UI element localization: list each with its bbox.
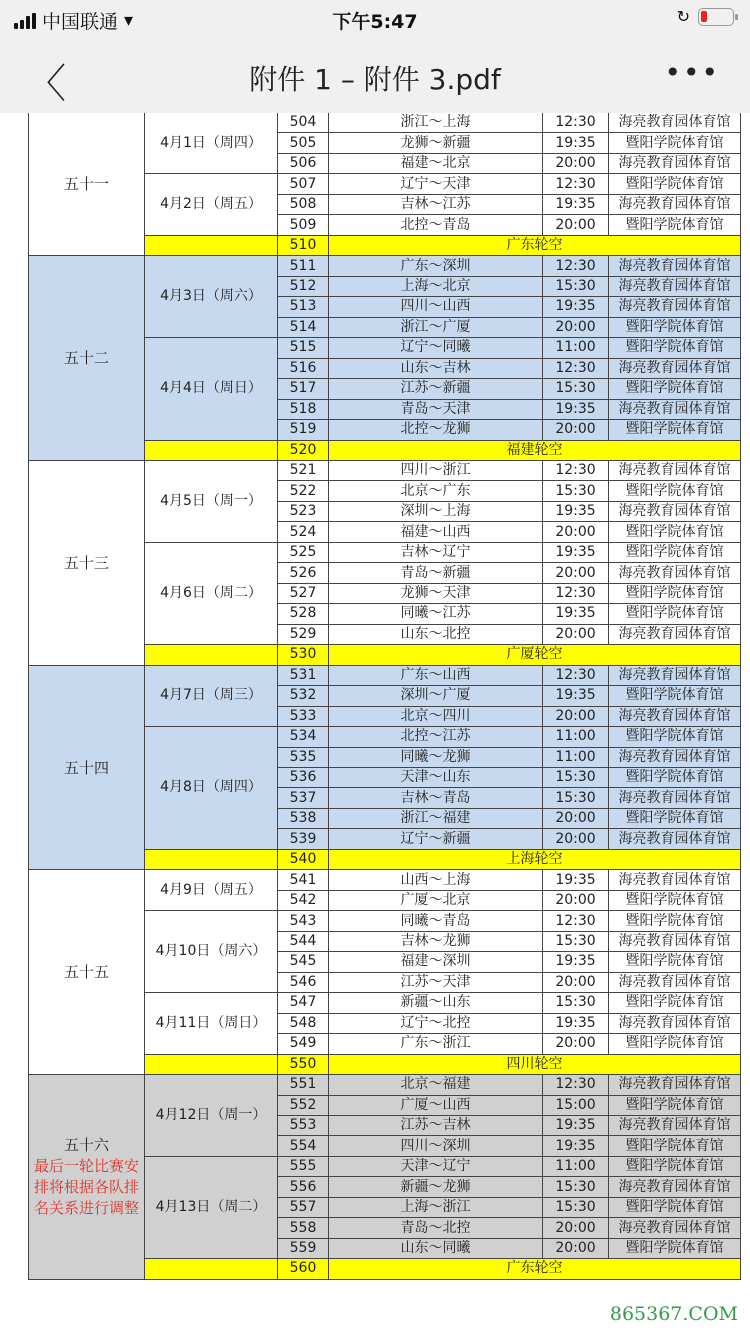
game-time: 15:30 (543, 1177, 609, 1197)
schedule-table (28, 112, 741, 1280)
game-time: 15:30 (543, 276, 609, 296)
round-label: 五十二 (63, 349, 109, 368)
game-time: 20:00 (543, 808, 609, 828)
matchup: 江苏～吉林 (329, 1115, 543, 1135)
matchup: 山东～北控 (329, 624, 543, 644)
game-number: 552 (278, 1095, 329, 1115)
date-cell: 4月7日（周三） (145, 665, 278, 726)
round-cell (29, 113, 145, 256)
matchup: 同曦～青岛 (329, 911, 543, 931)
venue: 暨阳学院体育馆 (609, 1095, 741, 1115)
bye-date-cell (145, 235, 278, 255)
matchup: 辽宁～同曦 (329, 338, 543, 358)
game-time: 20:00 (543, 215, 609, 235)
game-time: 15:30 (543, 481, 609, 501)
matchup: 四川～浙江 (329, 460, 543, 480)
game-number: 538 (278, 808, 329, 828)
matchup: 龙狮～天津 (329, 583, 543, 603)
game-time: 19:35 (543, 1136, 609, 1156)
more-options-button[interactable]: ••• (664, 56, 720, 89)
game-number: 533 (278, 706, 329, 726)
game-number: 526 (278, 563, 329, 583)
date-cell: 4月3日（周六） (145, 256, 278, 338)
document-title: 附件 1 – 附件 3.pdf (249, 63, 501, 96)
round-label: 五十六 (63, 1136, 109, 1155)
matchup: 新疆～龙狮 (329, 1177, 543, 1197)
matchup: 上海～北京 (329, 276, 543, 296)
game-time: 19:35 (543, 686, 609, 706)
matchup: 青岛～天津 (329, 399, 543, 419)
game-number: 506 (278, 153, 329, 173)
bye-team: 福建轮空 (329, 440, 741, 460)
venue: 暨阳学院体育馆 (609, 686, 741, 706)
game-time: 15:00 (543, 1095, 609, 1115)
venue: 暨阳学院体育馆 (609, 338, 741, 358)
game-time: 20:00 (543, 317, 609, 337)
round-cell (29, 256, 145, 461)
matchup: 青岛～北控 (329, 1218, 543, 1238)
game-time: 20:00 (543, 1034, 609, 1054)
date-cell: 4月8日（周四） (145, 727, 278, 850)
game-time: 11:00 (543, 747, 609, 767)
matchup: 北控～龙狮 (329, 420, 543, 440)
game-time: 15:30 (543, 768, 609, 788)
game-time: 19:35 (543, 297, 609, 317)
matchup: 广东～山西 (329, 665, 543, 685)
game-number: 513 (278, 297, 329, 317)
venue: 暨阳学院体育馆 (609, 993, 741, 1013)
game-number: 559 (278, 1238, 329, 1258)
game-time: 20:00 (543, 890, 609, 910)
bye-date-cell (145, 1054, 278, 1074)
matchup: 辽宁～天津 (329, 174, 543, 194)
game-number: 527 (278, 583, 329, 603)
game-number: 555 (278, 1156, 329, 1176)
venue: 暨阳学院体育馆 (609, 317, 741, 337)
matchup: 天津～辽宁 (329, 1156, 543, 1176)
venue: 暨阳学院体育馆 (609, 808, 741, 828)
venue: 海亮教育园体育馆 (609, 747, 741, 767)
round-note: 最后一轮比赛安排将根据各队排名关系进行调整 (33, 1157, 139, 1218)
round-cell (29, 870, 145, 1075)
matchup: 福建～山西 (329, 522, 543, 542)
round-cell (29, 665, 145, 870)
game-time: 19:35 (543, 952, 609, 972)
venue: 暨阳学院体育馆 (609, 174, 741, 194)
matchup: 北控～青岛 (329, 215, 543, 235)
venue: 暨阳学院体育馆 (609, 604, 741, 624)
date-cell: 4月12日（周一） (145, 1075, 278, 1157)
game-number: 537 (278, 788, 329, 808)
game-number: 542 (278, 890, 329, 910)
game-number: 507 (278, 174, 329, 194)
matchup: 青岛～新疆 (329, 563, 543, 583)
game-time: 19:35 (543, 133, 609, 153)
game-time: 20:00 (543, 1218, 609, 1238)
date-cell: 4月6日（周二） (145, 542, 278, 644)
game-number: 510 (278, 235, 329, 255)
venue: 暨阳学院体育馆 (609, 542, 741, 562)
game-time: 12:30 (543, 256, 609, 276)
game-number: 511 (278, 256, 329, 276)
venue: 暨阳学院体育馆 (609, 1238, 741, 1258)
venue: 海亮教育园体育馆 (609, 972, 741, 992)
venue: 海亮教育园体育馆 (609, 1177, 741, 1197)
wifi-icon: ▾ (124, 10, 134, 31)
matchup: 辽宁～北控 (329, 1013, 543, 1033)
game-time: 19:35 (543, 1013, 609, 1033)
venue: 暨阳学院体育馆 (609, 768, 741, 788)
matchup: 龙狮～新疆 (329, 133, 543, 153)
round-label: 五十三 (63, 553, 109, 572)
date-cell: 4月1日（周四） (145, 113, 278, 174)
game-number: 549 (278, 1034, 329, 1054)
venue: 海亮教育园体育馆 (609, 194, 741, 214)
round-label: 五十五 (63, 963, 109, 982)
game-time: 12:30 (543, 665, 609, 685)
round-cell (29, 1075, 145, 1280)
venue: 海亮教育园体育馆 (609, 358, 741, 378)
venue: 海亮教育园体育馆 (609, 1115, 741, 1135)
matchup: 深圳～广厦 (329, 686, 543, 706)
game-time: 19:35 (543, 194, 609, 214)
matchup: 天津～山东 (329, 768, 543, 788)
date-cell: 4月2日（周五） (145, 174, 278, 235)
game-number: 531 (278, 665, 329, 685)
venue: 暨阳学院体育馆 (609, 727, 741, 747)
game-time: 12:30 (543, 1075, 609, 1095)
game-time: 15:30 (543, 1197, 609, 1217)
game-time: 19:35 (543, 542, 609, 562)
matchup: 浙江～广厦 (329, 317, 543, 337)
game-number: 560 (278, 1259, 329, 1279)
game-time: 20:00 (543, 829, 609, 849)
game-time: 20:00 (543, 522, 609, 542)
game-number: 516 (278, 358, 329, 378)
table-row (29, 870, 741, 890)
battery-icon (698, 8, 734, 26)
game-time: 11:00 (543, 1156, 609, 1176)
matchup: 山西～上海 (329, 870, 543, 890)
matchup: 北京～广东 (329, 481, 543, 501)
game-time: 20:00 (543, 624, 609, 644)
game-time: 20:00 (543, 420, 609, 440)
venue: 海亮教育园体育馆 (609, 706, 741, 726)
game-time: 12:30 (543, 460, 609, 480)
table-row (29, 665, 741, 685)
venue: 海亮教育园体育馆 (609, 399, 741, 419)
game-number: 558 (278, 1218, 329, 1238)
game-time: 19:35 (543, 870, 609, 890)
game-number: 514 (278, 317, 329, 337)
game-number: 550 (278, 1054, 329, 1074)
game-number: 547 (278, 993, 329, 1013)
game-time: 20:00 (543, 153, 609, 173)
game-time: 19:35 (543, 604, 609, 624)
game-number: 544 (278, 931, 329, 951)
game-time: 11:00 (543, 338, 609, 358)
venue: 海亮教育园体育馆 (609, 256, 741, 276)
matchup: 山东～吉林 (329, 358, 543, 378)
game-number: 557 (278, 1197, 329, 1217)
matchup: 浙江～上海 (329, 113, 543, 133)
game-time: 15:30 (543, 931, 609, 951)
table-row (29, 113, 741, 133)
matchup: 广东～浙江 (329, 1034, 543, 1054)
table-row (29, 1075, 741, 1095)
matchup: 四川～山西 (329, 297, 543, 317)
matchup: 深圳～上海 (329, 501, 543, 521)
game-number: 524 (278, 522, 329, 542)
venue: 暨阳学院体育馆 (609, 1156, 741, 1176)
venue: 海亮教育园体育馆 (609, 788, 741, 808)
venue: 暨阳学院体育馆 (609, 1136, 741, 1156)
venue: 暨阳学院体育馆 (609, 522, 741, 542)
game-number: 539 (278, 829, 329, 849)
matchup: 同曦～江苏 (329, 604, 543, 624)
game-time: 12:30 (543, 174, 609, 194)
matchup: 广厦～北京 (329, 890, 543, 910)
game-time: 15:30 (543, 993, 609, 1013)
venue: 暨阳学院体育馆 (609, 583, 741, 603)
game-number: 520 (278, 440, 329, 460)
bye-date-cell (145, 440, 278, 460)
game-number: 523 (278, 501, 329, 521)
date-cell: 4月11日（周日） (145, 993, 278, 1054)
game-number: 509 (278, 215, 329, 235)
venue: 暨阳学院体育馆 (609, 481, 741, 501)
date-cell: 4月5日（周一） (145, 460, 278, 542)
venue: 海亮教育园体育馆 (609, 563, 741, 583)
game-time: 12:30 (543, 911, 609, 931)
table-row (29, 460, 741, 480)
game-number: 517 (278, 379, 329, 399)
venue: 海亮教育园体育馆 (609, 460, 741, 480)
matchup: 北京～福建 (329, 1075, 543, 1095)
game-time: 19:35 (543, 399, 609, 419)
matchup: 新疆～山东 (329, 993, 543, 1013)
venue: 海亮教育园体育馆 (609, 113, 741, 133)
game-number: 545 (278, 952, 329, 972)
game-number: 536 (278, 768, 329, 788)
game-number: 548 (278, 1013, 329, 1033)
game-number: 529 (278, 624, 329, 644)
matchup: 江苏～天津 (329, 972, 543, 992)
game-number: 551 (278, 1075, 329, 1095)
matchup: 吉林～辽宁 (329, 542, 543, 562)
venue: 海亮教育园体育馆 (609, 624, 741, 644)
venue: 海亮教育园体育馆 (609, 1218, 741, 1238)
game-number: 535 (278, 747, 329, 767)
game-number: 546 (278, 972, 329, 992)
game-number: 518 (278, 399, 329, 419)
status-bar (0, 0, 750, 38)
matchup: 辽宁～新疆 (329, 829, 543, 849)
game-number: 541 (278, 870, 329, 890)
game-number: 521 (278, 460, 329, 480)
bye-team: 广东轮空 (329, 1259, 741, 1279)
game-number: 508 (278, 194, 329, 214)
matchup: 上海～浙江 (329, 1197, 543, 1217)
game-time: 12:30 (543, 113, 609, 133)
venue: 海亮教育园体育馆 (609, 297, 741, 317)
venue: 海亮教育园体育馆 (609, 153, 741, 173)
venue: 暨阳学院体育馆 (609, 379, 741, 399)
date-cell: 4月4日（周日） (145, 338, 278, 440)
venue: 海亮教育园体育馆 (609, 665, 741, 685)
date-cell: 4月9日（周五） (145, 870, 278, 911)
venue: 暨阳学院体育馆 (609, 1197, 741, 1217)
bye-date-cell (145, 1259, 278, 1279)
game-time: 20:00 (543, 706, 609, 726)
date-cell: 4月13日（周二） (145, 1156, 278, 1258)
game-number: 554 (278, 1136, 329, 1156)
game-time: 12:30 (543, 583, 609, 603)
game-time: 15:30 (543, 379, 609, 399)
venue: 暨阳学院体育馆 (609, 215, 741, 235)
game-time: 20:00 (543, 1238, 609, 1258)
game-number: 556 (278, 1177, 329, 1197)
carrier: 中国联通 (42, 11, 119, 33)
game-number: 525 (278, 542, 329, 562)
matchup: 吉林～龙狮 (329, 931, 543, 951)
matchup: 吉林～青岛 (329, 788, 543, 808)
game-number: 522 (278, 481, 329, 501)
bye-team: 四川轮空 (329, 1054, 741, 1074)
matchup: 北控～江苏 (329, 727, 543, 747)
game-time: 11:00 (543, 727, 609, 747)
game-number: 530 (278, 645, 329, 665)
nav-bar (0, 38, 750, 113)
back-button[interactable]: 〈 (26, 61, 66, 107)
bye-date-cell (145, 645, 278, 665)
game-number: 540 (278, 849, 329, 869)
game-number: 528 (278, 604, 329, 624)
rotation-lock-icon: ↻ (676, 7, 690, 26)
venue: 海亮教育园体育馆 (609, 276, 741, 296)
venue: 海亮教育园体育馆 (609, 829, 741, 849)
game-time: 12:30 (543, 358, 609, 378)
round-cell (29, 460, 145, 665)
clock: 下午5:47 (332, 11, 418, 33)
bye-team: 广东轮空 (329, 235, 741, 255)
watermark: 865367.COM (609, 1303, 738, 1325)
round-label: 五十一 (63, 175, 109, 194)
venue: 海亮教育园体育馆 (609, 501, 741, 521)
bye-team: 上海轮空 (329, 849, 741, 869)
game-time: 20:00 (543, 563, 609, 583)
game-number: 553 (278, 1115, 329, 1135)
venue: 暨阳学院体育馆 (609, 890, 741, 910)
matchup: 吉林～江苏 (329, 194, 543, 214)
game-time: 19:35 (543, 501, 609, 521)
venue: 暨阳学院体育馆 (609, 1034, 741, 1054)
matchup: 同曦～龙狮 (329, 747, 543, 767)
game-number: 534 (278, 727, 329, 747)
game-time: 20:00 (543, 972, 609, 992)
game-number: 505 (278, 133, 329, 153)
bye-date-cell (145, 849, 278, 869)
game-time: 15:30 (543, 788, 609, 808)
matchup: 北京～四川 (329, 706, 543, 726)
game-number: 543 (278, 911, 329, 931)
matchup: 广东～深圳 (329, 256, 543, 276)
game-number: 504 (278, 113, 329, 133)
venue: 暨阳学院体育馆 (609, 911, 741, 931)
game-number: 532 (278, 686, 329, 706)
matchup: 四川～深圳 (329, 1136, 543, 1156)
venue: 暨阳学院体育馆 (609, 420, 741, 440)
table-row (29, 256, 741, 276)
matchup: 福建～北京 (329, 153, 543, 173)
venue: 暨阳学院体育馆 (609, 133, 741, 153)
venue: 暨阳学院体育馆 (609, 952, 741, 972)
date-cell: 4月10日（周六） (145, 911, 278, 993)
bye-team: 广厦轮空 (329, 645, 741, 665)
game-number: 515 (278, 338, 329, 358)
matchup: 浙江～福建 (329, 808, 543, 828)
matchup: 江苏～新疆 (329, 379, 543, 399)
game-number: 519 (278, 420, 329, 440)
game-number: 512 (278, 276, 329, 296)
venue: 海亮教育园体育馆 (609, 931, 741, 951)
matchup: 福建～深圳 (329, 952, 543, 972)
round-label: 五十四 (63, 758, 109, 777)
matchup: 广厦～山西 (329, 1095, 543, 1115)
matchup: 山东～同曦 (329, 1238, 543, 1258)
venue: 海亮教育园体育馆 (609, 1075, 741, 1095)
game-time: 19:35 (543, 1115, 609, 1135)
venue: 海亮教育园体育馆 (609, 870, 741, 890)
venue: 海亮教育园体育馆 (609, 1013, 741, 1033)
